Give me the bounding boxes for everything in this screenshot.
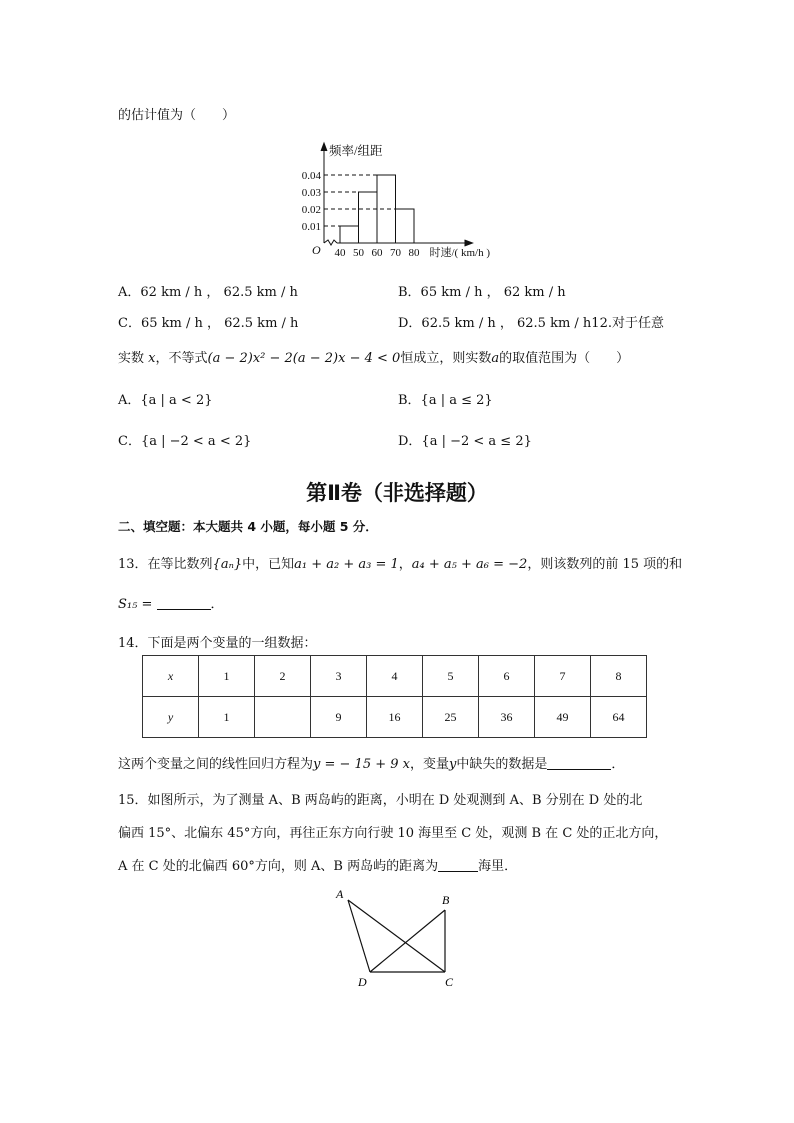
table-cell: 49 bbox=[535, 697, 591, 738]
q11-stem-tail: 的估计值为（ ） bbox=[118, 108, 236, 123]
q13-eq2: a₄ + a₅ + a₆ = −2 bbox=[411, 557, 528, 572]
q13-answer-line bbox=[118, 593, 224, 612]
table-cell: 3 bbox=[311, 656, 367, 697]
table-cell: 9 bbox=[311, 697, 367, 738]
table-cell: 4 bbox=[367, 656, 423, 697]
y-tick-label: 0.02 bbox=[301, 204, 321, 216]
q12-inequality: (a − 2)x² − 2(a − 2)x − 4 < 0 bbox=[207, 351, 401, 366]
x-axis-arrow bbox=[465, 240, 473, 246]
q11-option-c: C．65 km / h ， 62.5 km / h bbox=[118, 316, 299, 331]
table-cell: 1 bbox=[199, 697, 255, 738]
q12-stem-a: 实数 bbox=[118, 351, 145, 366]
q13-seq: {aₙ} bbox=[212, 557, 243, 572]
q13-answer-lhs: S₁₅ = bbox=[118, 597, 153, 612]
q14-equation: y = − 15 + 9 x bbox=[313, 757, 410, 772]
q13-sep: ， bbox=[398, 557, 412, 572]
histogram-bar bbox=[396, 209, 415, 243]
y-axis-arrow bbox=[321, 143, 327, 151]
q13-text-c: ，则该数列的前 15 项的和 bbox=[527, 557, 683, 572]
table-cell: 5 bbox=[423, 656, 479, 697]
q12-option-a: A．{a | a < 2} bbox=[118, 393, 213, 408]
histogram-bar bbox=[340, 226, 359, 243]
q13-stem bbox=[118, 553, 682, 572]
q12-number: 12. bbox=[591, 316, 612, 331]
q12-var-a: a bbox=[491, 351, 500, 366]
histogram-bar bbox=[359, 192, 378, 243]
part2-header: 二、填空题：本大题共 4 小题，每小题 5 分． bbox=[118, 519, 378, 534]
table-cell: 8 bbox=[591, 656, 647, 697]
x-tick-label: 80 bbox=[408, 247, 420, 259]
q15-line-3 bbox=[118, 855, 517, 874]
segment-ac bbox=[348, 900, 445, 972]
q12-option-d: D．{a | −2 < a ≤ 2} bbox=[398, 434, 532, 449]
point-label-c: C bbox=[445, 975, 454, 989]
table-header-y: y bbox=[143, 697, 199, 738]
table-row bbox=[143, 656, 647, 697]
q13-eq1: a₁ + a₂ + a₃ = 1 bbox=[294, 557, 399, 572]
q15-answer-blank[interactable] bbox=[438, 859, 478, 872]
table-cell: 64 bbox=[591, 697, 647, 738]
origin-label: O bbox=[312, 243, 321, 257]
table-header-x: x bbox=[143, 656, 199, 697]
x-tick-label: 60 bbox=[371, 247, 383, 259]
q13-period: ． bbox=[210, 597, 224, 612]
x-tick-label: 70 bbox=[390, 247, 401, 259]
segment-db bbox=[370, 910, 445, 972]
x-tick-label: 50 bbox=[353, 247, 364, 259]
q14-text-c: 中缺失的数据是 bbox=[456, 757, 548, 772]
q12-stem bbox=[118, 347, 629, 366]
x-tick-label: 40 bbox=[334, 247, 346, 259]
y-tick-label: 0.01 bbox=[301, 221, 321, 233]
q12-stem-d: 的取值范围为（ ） bbox=[499, 351, 630, 366]
q14-text-b: ，变量 bbox=[409, 757, 449, 772]
table-cell: 7 bbox=[535, 656, 591, 697]
q12-option-b: B．{a | a ≤ 2} bbox=[398, 393, 493, 408]
y-axis-label: 频率/组距 bbox=[329, 144, 383, 158]
y-tick-label: 0.04 bbox=[301, 170, 321, 182]
q13-text-a: 13．在等比数列 bbox=[118, 557, 213, 572]
q14-data-table bbox=[142, 655, 647, 738]
histogram-chart bbox=[280, 135, 520, 265]
point-label-a: A bbox=[336, 887, 344, 901]
segment-ad bbox=[348, 900, 370, 972]
table-cell: 6 bbox=[479, 656, 535, 697]
q15-line-3b: 海里． bbox=[478, 859, 518, 874]
q12-stem-start: 对于任意 bbox=[611, 316, 664, 331]
q12-var-x: x bbox=[148, 351, 156, 366]
q11-option-b: B．65 km / h ， 62 km / h bbox=[398, 285, 566, 300]
q14-regression-line bbox=[118, 753, 624, 772]
q13-answer-blank[interactable] bbox=[157, 597, 211, 610]
q15-line-3a: A 在 C 处的北偏西 60°方向，则 A、B 两岛屿的距离为 bbox=[118, 859, 439, 874]
q14-answer-blank[interactable] bbox=[547, 757, 611, 770]
table-cell: 25 bbox=[423, 697, 479, 738]
q15-geometry-figure bbox=[330, 882, 470, 994]
table-row bbox=[143, 697, 647, 738]
q11-option-a: A．62 km / h ， 62.5 km / h bbox=[118, 285, 298, 300]
table-cell: 1 bbox=[199, 656, 255, 697]
q14-period: ． bbox=[611, 757, 625, 772]
q15-line-2: 偏西 15°、北偏东 45°方向，再往正东方向行驶 10 海里至 C 处，观测 B 在 C 处的正北方向， bbox=[118, 826, 668, 841]
table-cell: 36 bbox=[479, 697, 535, 738]
q15-line-1: 15．如图所示，为了测量 A、B 两岛屿的距离，小明在 D 处观测到 A、B 分别在 D 处的北 bbox=[118, 793, 643, 808]
table-cell: 16 bbox=[367, 697, 423, 738]
q11-option-d bbox=[398, 312, 664, 331]
x-axis-label: 时速/( km/h ) bbox=[429, 247, 490, 259]
q11-option-d-text: D．62.5 km / h ， 62.5 km / h bbox=[398, 316, 592, 331]
q12-option-c: C．{a | −2 < a < 2} bbox=[118, 434, 252, 449]
table-cell: 2 bbox=[255, 656, 311, 697]
section-title: 第Ⅱ卷（非选择题） bbox=[306, 481, 488, 505]
y-tick-label: 0.03 bbox=[301, 187, 321, 199]
q12-stem-c: 恒成立，则实数 bbox=[400, 351, 492, 366]
q12-stem-b: ，不等式 bbox=[155, 351, 208, 366]
q14-text-a: 这两个变量之间的线性回归方程为 bbox=[118, 757, 314, 772]
q14-var-y: y bbox=[449, 757, 457, 772]
point-label-b: B bbox=[442, 893, 450, 907]
q14-intro: 14．下面是两个变量的一组数据： bbox=[118, 636, 317, 651]
table-cell-missing bbox=[255, 697, 311, 738]
q13-text-b: 中，已知 bbox=[242, 557, 295, 572]
point-label-d: D bbox=[358, 975, 367, 989]
histogram-bar bbox=[377, 175, 396, 243]
x-axis-break bbox=[324, 240, 337, 245]
